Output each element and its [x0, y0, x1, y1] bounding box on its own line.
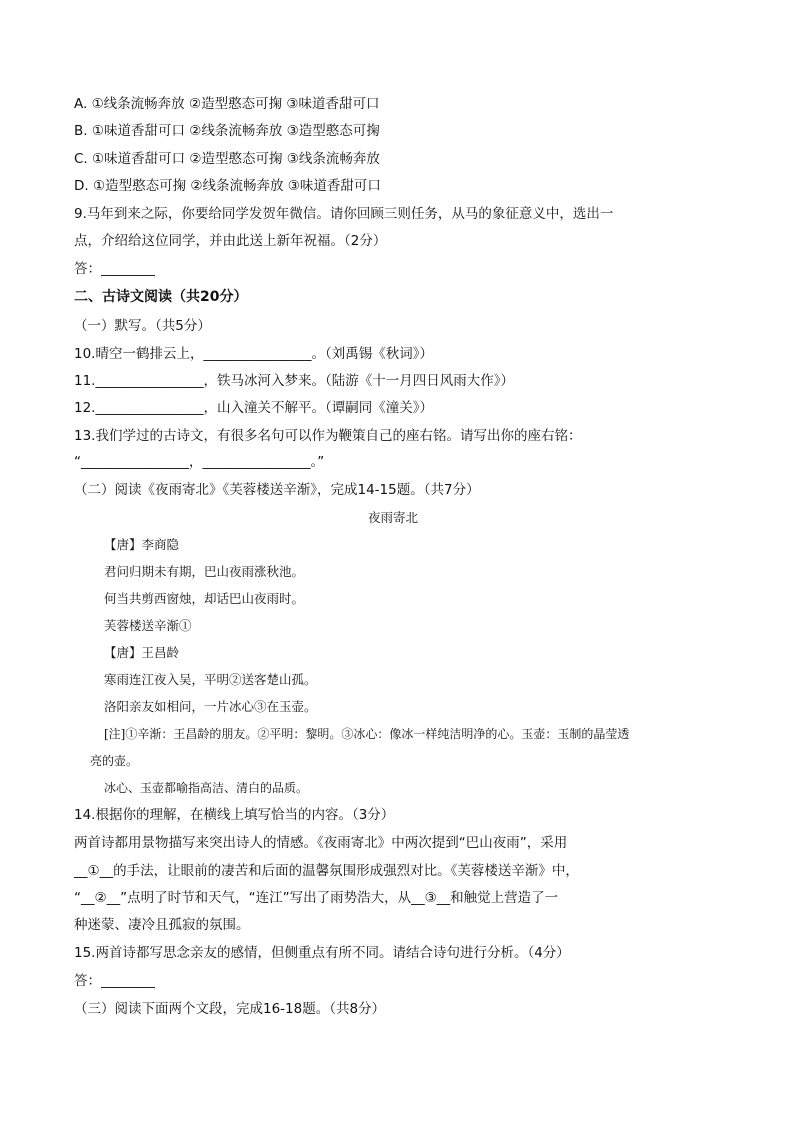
part2-heading: （二）阅读《夜雨寄北》《芙蓉楼送辛渐》，完成14-15题。（共7分）	[74, 482, 480, 498]
q12: 12.________________，山入潼关不解平。（谭嗣同《潼关》）	[74, 400, 433, 416]
option-b: B. ①味道香甜可口 ②线条流畅奔放 ③造型憨态可掬	[74, 123, 380, 139]
q14-line4: 种迷蒙、凄冷且孤寂的氛围。	[74, 917, 250, 933]
q14-title: 14.根据你的理解，在横线上填写恰当的内容。（3分）	[74, 807, 395, 823]
poem1-line1: 君问归期未有期，巴山夜雨涨秋池。	[104, 564, 305, 579]
note-line1: [注]①辛渐：王昌龄的朋友。②平明：黎明。③冰心：像冰一样纯洁明净的心。玉壶：玉制的晶莹透	[104, 727, 630, 741]
q13-line1: 13.我们学过的古诗文，有很多名句可以作为鞭策自己的座右铭。请写出你的座右铭：	[74, 428, 582, 444]
section-title: 二、古诗文阅读（共20分）	[74, 289, 248, 305]
q14-line1: 两首诗都用景物描写来突出诗人的情感。《夜雨寄北》中两次提到“巴山夜雨”，采用	[74, 835, 568, 851]
poem1-line2: 何当共剪西窗烛，却话巴山夜雨时。	[104, 591, 305, 606]
poem1-author: 【唐】李商隐	[104, 537, 180, 552]
q9-answer: 答：________	[74, 261, 155, 277]
q14-line3: “__②__”点明了时节和天气，“连江”写出了雨势浩大，从__③__和触觉上营造了一	[74, 890, 559, 906]
note-line2: 亮的壶。	[90, 754, 139, 768]
poem2-title: 芙蓉楼送辛渐①	[104, 618, 192, 633]
part1-heading: （一）默写。（共5分）	[74, 318, 211, 334]
q9-line1: 9.马年到来之际，你要给同学发贺年微信。请你回顾三则任务，从马的象征意义中，选出一	[74, 206, 614, 222]
option-a: A. ①线条流畅奔放 ②造型憨态可掬 ③味道香甜可口	[74, 96, 380, 112]
poem2-line1: 寒雨连江夜入吴，平明②送客楚山孤。	[104, 672, 317, 687]
q15-line1: 15.两首诗都写思念亲友的感情，但侧重点有所不同。请结合诗句进行分析。（4分）	[74, 945, 570, 961]
q10: 10.晴空一鹤排云上，________________。（刘禹锡《秋词》）	[74, 346, 433, 362]
poem1-title: 夜雨寄北	[368, 510, 419, 525]
option-c: C. ①味道香甜可口 ②造型憨态可掬 ③线条流畅奔放	[74, 151, 380, 167]
q13-line2: “________________，________________。”	[74, 454, 325, 470]
q9-line2: 点，介绍给这位同学，并由此送上新年祝福。（2分）	[74, 233, 387, 249]
part3-heading: （三）阅读下面两个文段，完成16-18题。（共8分）	[74, 1001, 386, 1017]
q14-line2: __①__的手法，让眼前的凄苦和后面的温馨氛围形成强烈对比。《芙蓉楼送辛渐》中，	[74, 863, 579, 879]
option-d: D. ①造型憨态可掬 ②线条流畅奔放 ③味道香甜可口	[74, 178, 381, 194]
poem2-line2: 洛阳亲友如相问，一片冰心③在玉壶。	[104, 699, 317, 714]
note-line3: 冰心、玉壶都喻指高洁、清白的品质。	[104, 781, 309, 795]
q11: 11.________________，铁马冰河入梦来。（陆游《十一月四日风雨大作》）	[74, 373, 514, 389]
q15-answer: 答：________	[74, 973, 155, 989]
poem2-author: 【唐】王昌龄	[104, 645, 180, 660]
